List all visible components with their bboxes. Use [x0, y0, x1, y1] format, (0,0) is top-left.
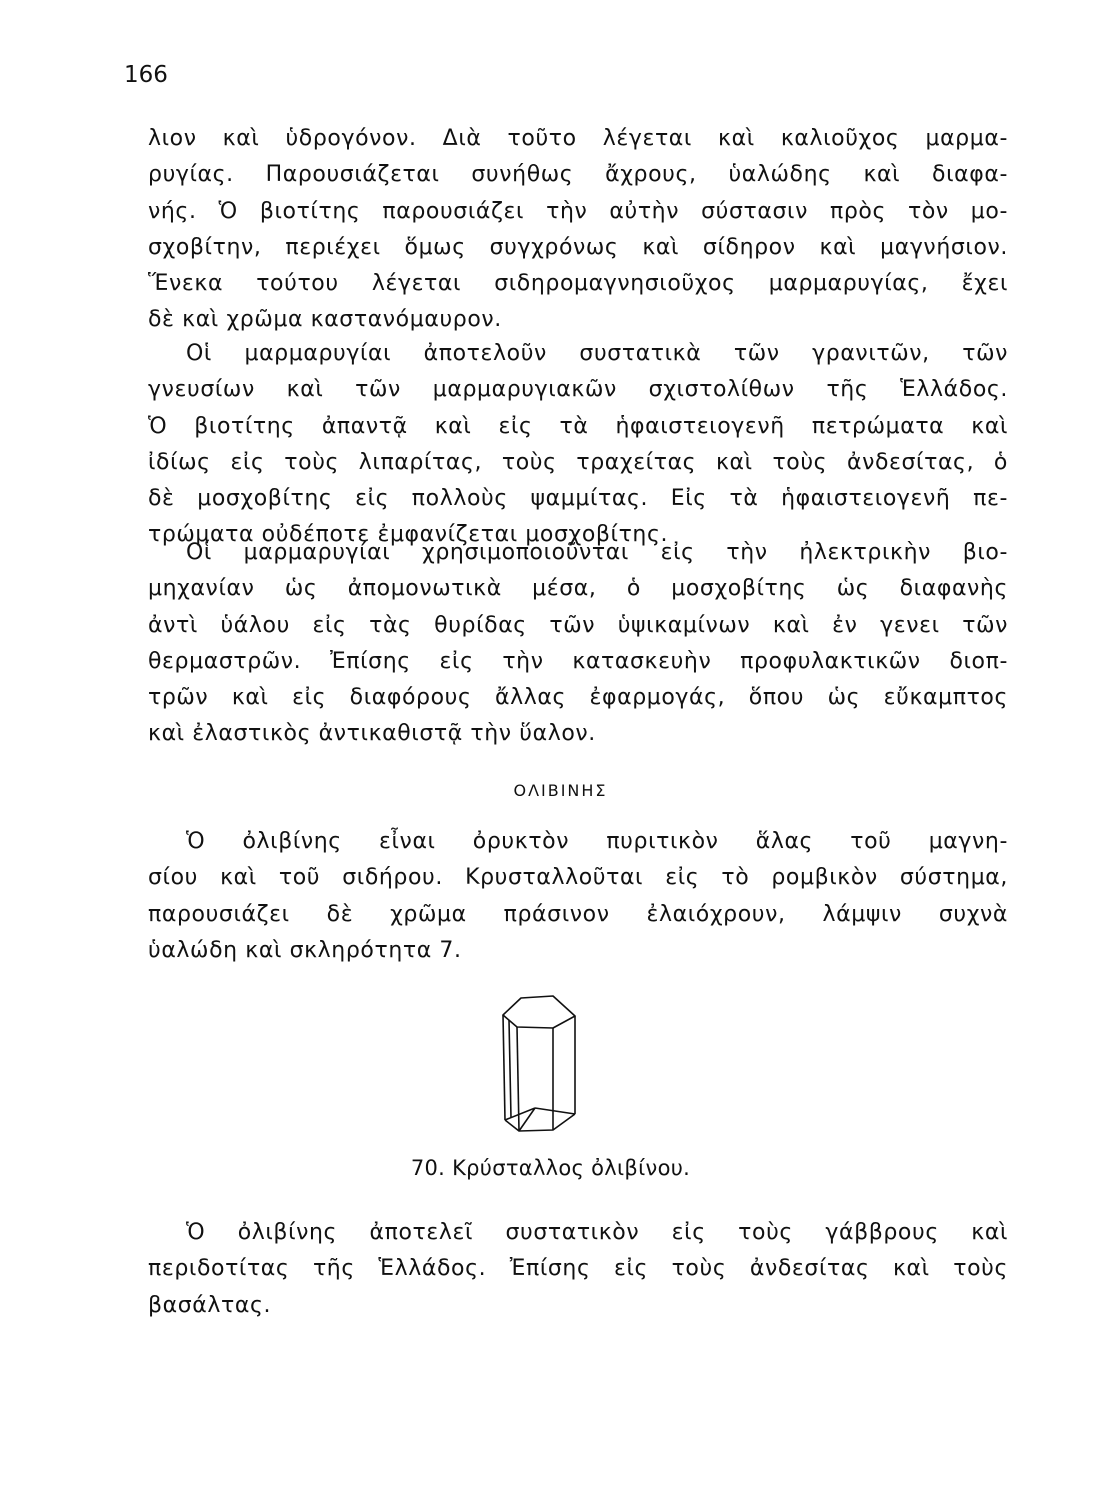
text-line: περιδοτίτας τῆς Ἑλλάδος. Ἐπίσης εἰς τοὺς ἀνδεσίτας καὶ τοὺς — [148, 1256, 1008, 1282]
text-line: σχοβίτην, περιέχει ὅμως συγχρόνως καὶ σίδηρον καὶ μαγνήσιον. — [148, 234, 1008, 260]
text-line: βασάλτας. — [148, 1292, 272, 1318]
text-line: τρῶν καὶ εἰς διαφόρους ἄλλας ἐφαρμογάς, ὅπου ὡς εὔκαμπτος — [148, 685, 1008, 711]
text-line: Ὁ ὀλιβίνης εἶναι ὀρυκτὸν πυριτικὸν ἅλας τοῦ μαγνη- — [186, 829, 1008, 854]
text-line: παρουσιάζει δὲ χρῶμα πράσινον ἐλαιόχρουν, λάμψιν συχνὰ — [148, 901, 1008, 927]
paragraph-mica-occurrence — [148, 336, 1008, 554]
text-line: λιον καὶ ὑδρογόνον. Διὰ τοῦτο λέγεται καὶ καλιοῦχος μαρμα- — [148, 126, 1008, 151]
text-line: νής. Ὁ βιοτίτης παρουσιάζει τὴν αὐτὴν σύστασιν πρὸς τὸν μο- — [148, 198, 1008, 224]
section-heading-olivine: ΟΛΙΒΙΝΗΣ — [513, 781, 608, 800]
text-line: σίου καὶ τοῦ σιδήρου. Κρυσταλλοῦται εἰς τὸ ρομβικὸν σύστημα, — [148, 865, 1008, 891]
text-line: δὲ μοσχοβίτης εἰς πολλοὺς ψαμμίτας. Εἰς τὰ ἡφαιστειογενῆ πε- — [148, 486, 1008, 512]
text-line: Οἱ μαρμαρυγίαι χρησιμοποιοῦνται εἰς τὴν ἠλεκτρικὴν βιο- — [186, 540, 1008, 565]
text-line: καὶ ἐλαστικὸς ἀντικαθιστᾷ τὴν ὕαλον. — [148, 721, 596, 747]
olivine-crystal-figure — [495, 990, 595, 1140]
text-line: ἀντὶ ὑάλου εἰς τὰς θυρίδας τῶν ὑψικαμίνων καὶ ἐν γενει τῶν — [148, 612, 1008, 638]
figure-caption: 70. Κρύσταλλος ὀλιβίνου. — [410, 1156, 691, 1180]
text-line: Οἱ μαρμαρυγίαι ἀποτελοῦν συστατικὰ τῶν γρανιτῶν, τῶν — [186, 341, 1008, 366]
text-line: δὲ καὶ χρῶμα καστανόμαυρον. — [148, 307, 502, 333]
text-line: θερμαστρῶν. Ἐπίσης εἰς τὴν κατασκευὴν προφυλακτικῶν διοπ- — [148, 648, 1008, 674]
text-line: τρώματα οὐδέποτε ἐμφανίζεται μοσχοβίτης. — [148, 522, 669, 548]
text-line: Ὁ βιοτίτης ἀπαντᾷ καὶ εἰς τὰ ἡφαιστειογενῆ πετρώματα καὶ — [148, 413, 1008, 439]
text-line: Ὁ ὀλιβίνης ἀποτελεῖ συστατικὸν εἰς τοὺς γάββρους καὶ — [186, 1220, 1008, 1245]
text-line: γνευσίων καὶ τῶν μαρμαρυγιακῶν σχιστολίθων τῆς Ἑλλάδος. — [148, 377, 1008, 403]
paragraph-mica-composition — [148, 121, 1008, 339]
page-number: 166 — [124, 62, 168, 88]
paragraph-mica-uses — [148, 535, 1008, 753]
text-line: ρυγίας. Παρουσιάζεται συνήθως ἄχρους, ὑαλώδης καὶ διαφα- — [148, 162, 1008, 188]
text-line: ἰδίως εἰς τοὺς λιπαρίτας, τοὺς τραχείτας καὶ τοὺς ἀνδεσίτας, ὁ — [148, 449, 1008, 475]
paragraph-olivine-occurrence — [148, 1215, 1008, 1324]
text-line: μηχανίαν ὡς ἀπομονωτικὰ μέσα, ὁ μοσχοβίτης ὡς διαφανὴς — [148, 576, 1008, 602]
text-line: Ἕνεκα τούτου λέγεται σιδηρομαγνησιοῦχος μαρμαρυγίας, ἔχει — [148, 271, 1008, 297]
text-line: ὑαλώδη καὶ σκληρότητα 7. — [148, 937, 462, 963]
paragraph-olivine-description — [148, 824, 1008, 969]
